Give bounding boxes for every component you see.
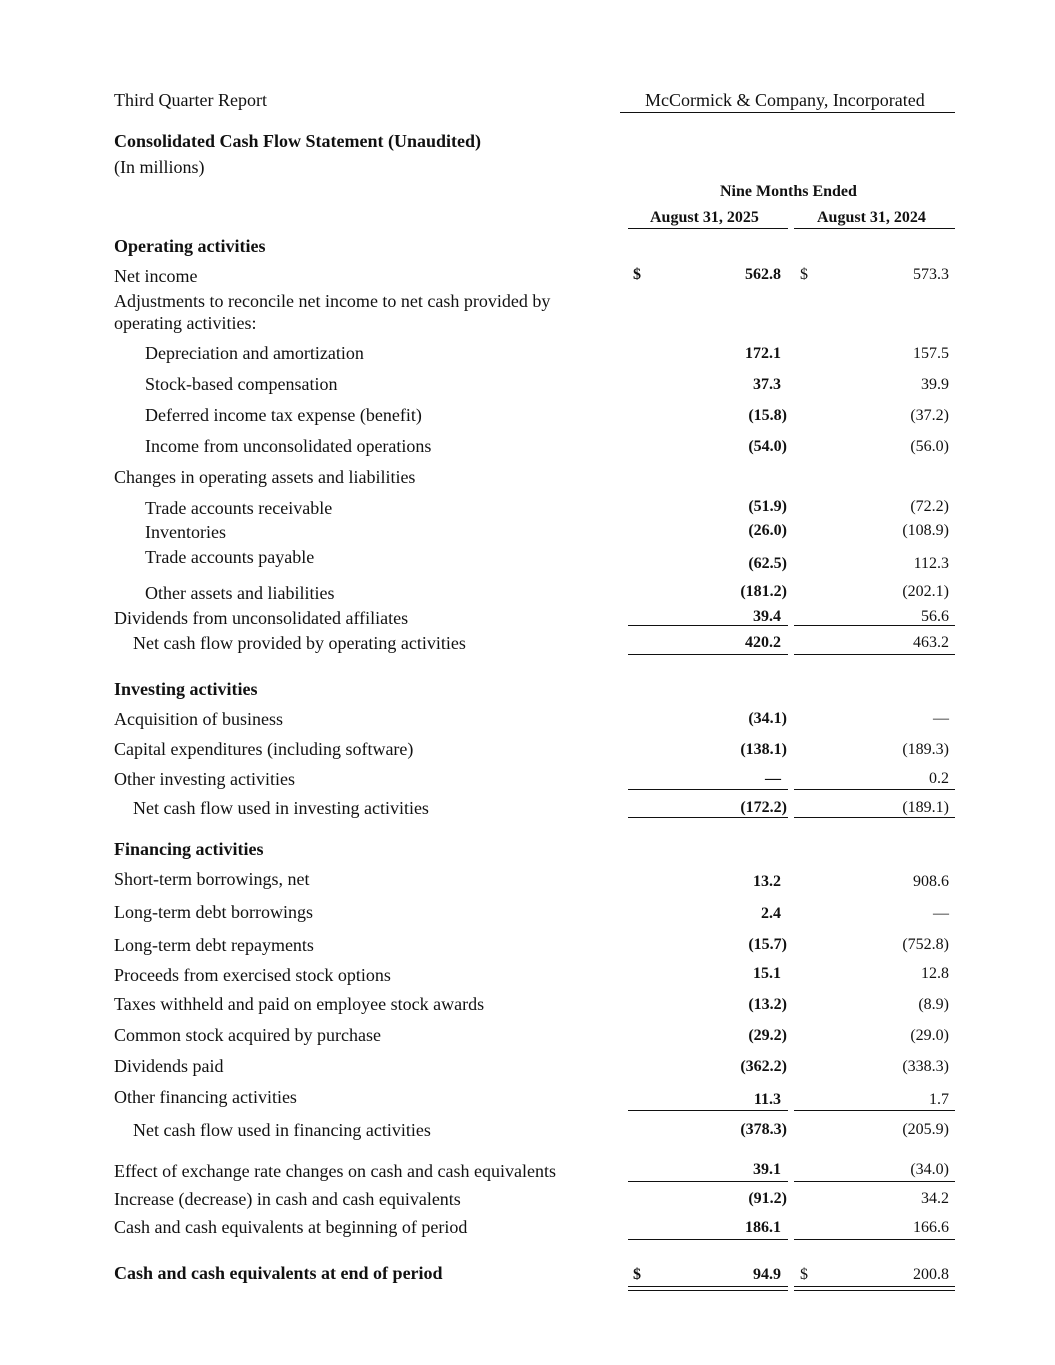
- row-label: Other investing activities: [114, 769, 295, 789]
- value-2024: (202.1): [902, 583, 949, 600]
- value-2024: 463.2: [913, 634, 949, 651]
- subtotal-line: [794, 1181, 955, 1182]
- value-2024: 200.8: [913, 1266, 949, 1283]
- section-investing: Investing activities: [114, 679, 258, 699]
- value-2025: (34.1): [748, 710, 787, 727]
- row-label: Other financing activities: [114, 1087, 297, 1107]
- subtotal-line: [794, 1239, 955, 1240]
- currency-symbol: $: [800, 1266, 808, 1283]
- value-2024: (752.8): [902, 936, 949, 953]
- row-label: Dividends paid: [114, 1056, 224, 1076]
- value-2025: (378.3): [740, 1121, 787, 1138]
- subtotal-line: [794, 625, 955, 626]
- value-2025: (362.2): [740, 1058, 787, 1075]
- subtotal-line: [628, 1181, 788, 1182]
- row-label: Other assets and liabilities: [145, 583, 335, 603]
- row-label: Trade accounts receivable: [145, 498, 333, 518]
- column-group-header: Nine Months Ended: [720, 183, 857, 200]
- subtotal-line: [628, 625, 788, 626]
- value-2025: (138.1): [740, 741, 787, 758]
- row-label: Adjustments to reconcile net income to net cash provided by: [114, 291, 551, 311]
- value-2025: 186.1: [745, 1219, 781, 1236]
- value-2025: 39.1: [753, 1161, 781, 1178]
- value-2024: (34.0): [910, 1161, 949, 1178]
- total-line: [628, 654, 788, 655]
- value-2024: —: [933, 905, 949, 922]
- statement-title: Consolidated Cash Flow Statement (Unaudited): [114, 131, 482, 151]
- row-label: Net cash flow provided by operating activities: [133, 633, 466, 653]
- value-2024: (189.3): [902, 741, 949, 758]
- row-label: Income from unconsolidated operations: [145, 436, 432, 456]
- column-underline: [628, 228, 788, 229]
- value-2025: (13.2): [748, 996, 787, 1013]
- column-underline: [794, 228, 955, 229]
- company-name: McCormick & Company, Incorporated: [645, 90, 925, 110]
- section-financing: Financing activities: [114, 839, 264, 859]
- value-2025: (172.2): [740, 799, 787, 816]
- currency-symbol: $: [633, 1266, 641, 1283]
- subtotal-line: [628, 789, 788, 790]
- value-2024: (29.0): [910, 1027, 949, 1044]
- row-label: Taxes withheld and paid on employee stock awards: [114, 994, 485, 1014]
- row-label: Dividends from unconsolidated affiliates: [114, 608, 409, 628]
- row-label: Inventories: [145, 522, 226, 542]
- row-label: Net cash flow used in investing activities: [133, 798, 429, 818]
- report-title: Third Quarter Report: [114, 90, 267, 110]
- value-2025: (62.5): [748, 555, 787, 572]
- row-label: Net cash flow used in financing activities: [133, 1120, 431, 1140]
- row-label: Trade accounts payable: [145, 547, 315, 567]
- currency-symbol: $: [633, 266, 641, 283]
- total-line: [794, 817, 955, 818]
- row-label: Common stock acquired by purchase: [114, 1025, 381, 1045]
- value-2024: 157.5: [913, 345, 949, 362]
- value-2025: 11.3: [753, 1091, 781, 1108]
- total-line: [628, 817, 788, 818]
- value-2025: 562.8: [745, 266, 781, 283]
- subtotal-line: [628, 1239, 788, 1240]
- row-label: Stock-based compensation: [145, 374, 338, 394]
- subtotal-line: [794, 789, 955, 790]
- value-2024: (189.1): [902, 799, 949, 816]
- row-label: Changes in operating assets and liabilities: [114, 467, 416, 487]
- value-2024: 166.6: [913, 1219, 949, 1236]
- value-2025: —: [765, 770, 781, 787]
- units-note: (In millions): [114, 157, 205, 177]
- value-2024: 56.6: [921, 608, 949, 625]
- currency-symbol: $: [800, 266, 808, 283]
- row-label: Effect of exchange rate changes on cash and cash equivalents: [114, 1161, 556, 1181]
- total-line: [794, 654, 955, 655]
- row-label: Depreciation and amortization: [145, 343, 364, 363]
- double-total-line: [628, 1286, 788, 1291]
- header-divider: [620, 112, 955, 113]
- row-label: Cash and cash equivalents at beginning of period: [114, 1217, 468, 1237]
- value-2025: (15.8): [748, 407, 787, 424]
- value-2025: 420.2: [745, 634, 781, 651]
- value-2024: —: [933, 710, 949, 727]
- row-label: Increase (decrease) in cash and cash equivalents: [114, 1189, 461, 1209]
- value-2024: 34.2: [921, 1190, 949, 1207]
- value-2024: 112.3: [913, 555, 949, 572]
- row-label: Long-term debt borrowings: [114, 902, 313, 922]
- row-label: Acquisition of business: [114, 709, 283, 729]
- value-2024: (108.9): [902, 522, 949, 539]
- column-header-2025: August 31, 2025: [650, 209, 759, 226]
- row-label: Capital expenditures (including software): [114, 739, 414, 759]
- value-2024: 0.2: [929, 770, 949, 787]
- row-label: Deferred income tax expense (benefit): [145, 405, 422, 425]
- value-2025: 15.1: [753, 965, 781, 982]
- subtotal-line: [628, 1110, 788, 1111]
- row-label: Net income: [114, 266, 198, 286]
- value-2025: 2.4: [761, 905, 781, 922]
- row-label-ending-cash: Cash and cash equivalents at end of period: [114, 1263, 443, 1283]
- value-2025: (181.2): [740, 583, 787, 600]
- value-2024: (37.2): [910, 407, 949, 424]
- value-2025: (51.9): [748, 498, 787, 515]
- subtotal-line: [794, 1110, 955, 1111]
- row-label: operating activities:: [114, 313, 257, 333]
- value-2025: 39.4: [753, 608, 781, 625]
- value-2024: (8.9): [918, 996, 949, 1013]
- value-2025: 37.3: [753, 376, 781, 393]
- section-operating: Operating activities: [114, 236, 266, 256]
- value-2024: 1.7: [929, 1091, 949, 1108]
- value-2025: 13.2: [753, 873, 781, 890]
- value-2025: 94.9: [753, 1266, 781, 1283]
- value-2024: (205.9): [902, 1121, 949, 1138]
- value-2024: 908.6: [913, 873, 949, 890]
- value-2025: 172.1: [745, 345, 781, 362]
- value-2025: (54.0): [748, 438, 787, 455]
- value-2024: 573.3: [913, 266, 949, 283]
- double-total-line: [794, 1286, 955, 1291]
- row-label: Proceeds from exercised stock options: [114, 965, 391, 985]
- value-2024: 39.9: [921, 376, 949, 393]
- value-2024: (72.2): [910, 498, 949, 515]
- value-2025: (26.0): [748, 522, 787, 539]
- row-label: Short-term borrowings, net: [114, 869, 310, 889]
- value-2025: (15.7): [748, 936, 787, 953]
- value-2024: (338.3): [902, 1058, 949, 1075]
- value-2024: (56.0): [910, 438, 949, 455]
- value-2025: (29.2): [748, 1027, 787, 1044]
- value-2024: 12.8: [921, 965, 949, 982]
- value-2025: (91.2): [748, 1190, 787, 1207]
- column-header-2024: August 31, 2024: [817, 209, 926, 226]
- row-label: Long-term debt repayments: [114, 935, 314, 955]
